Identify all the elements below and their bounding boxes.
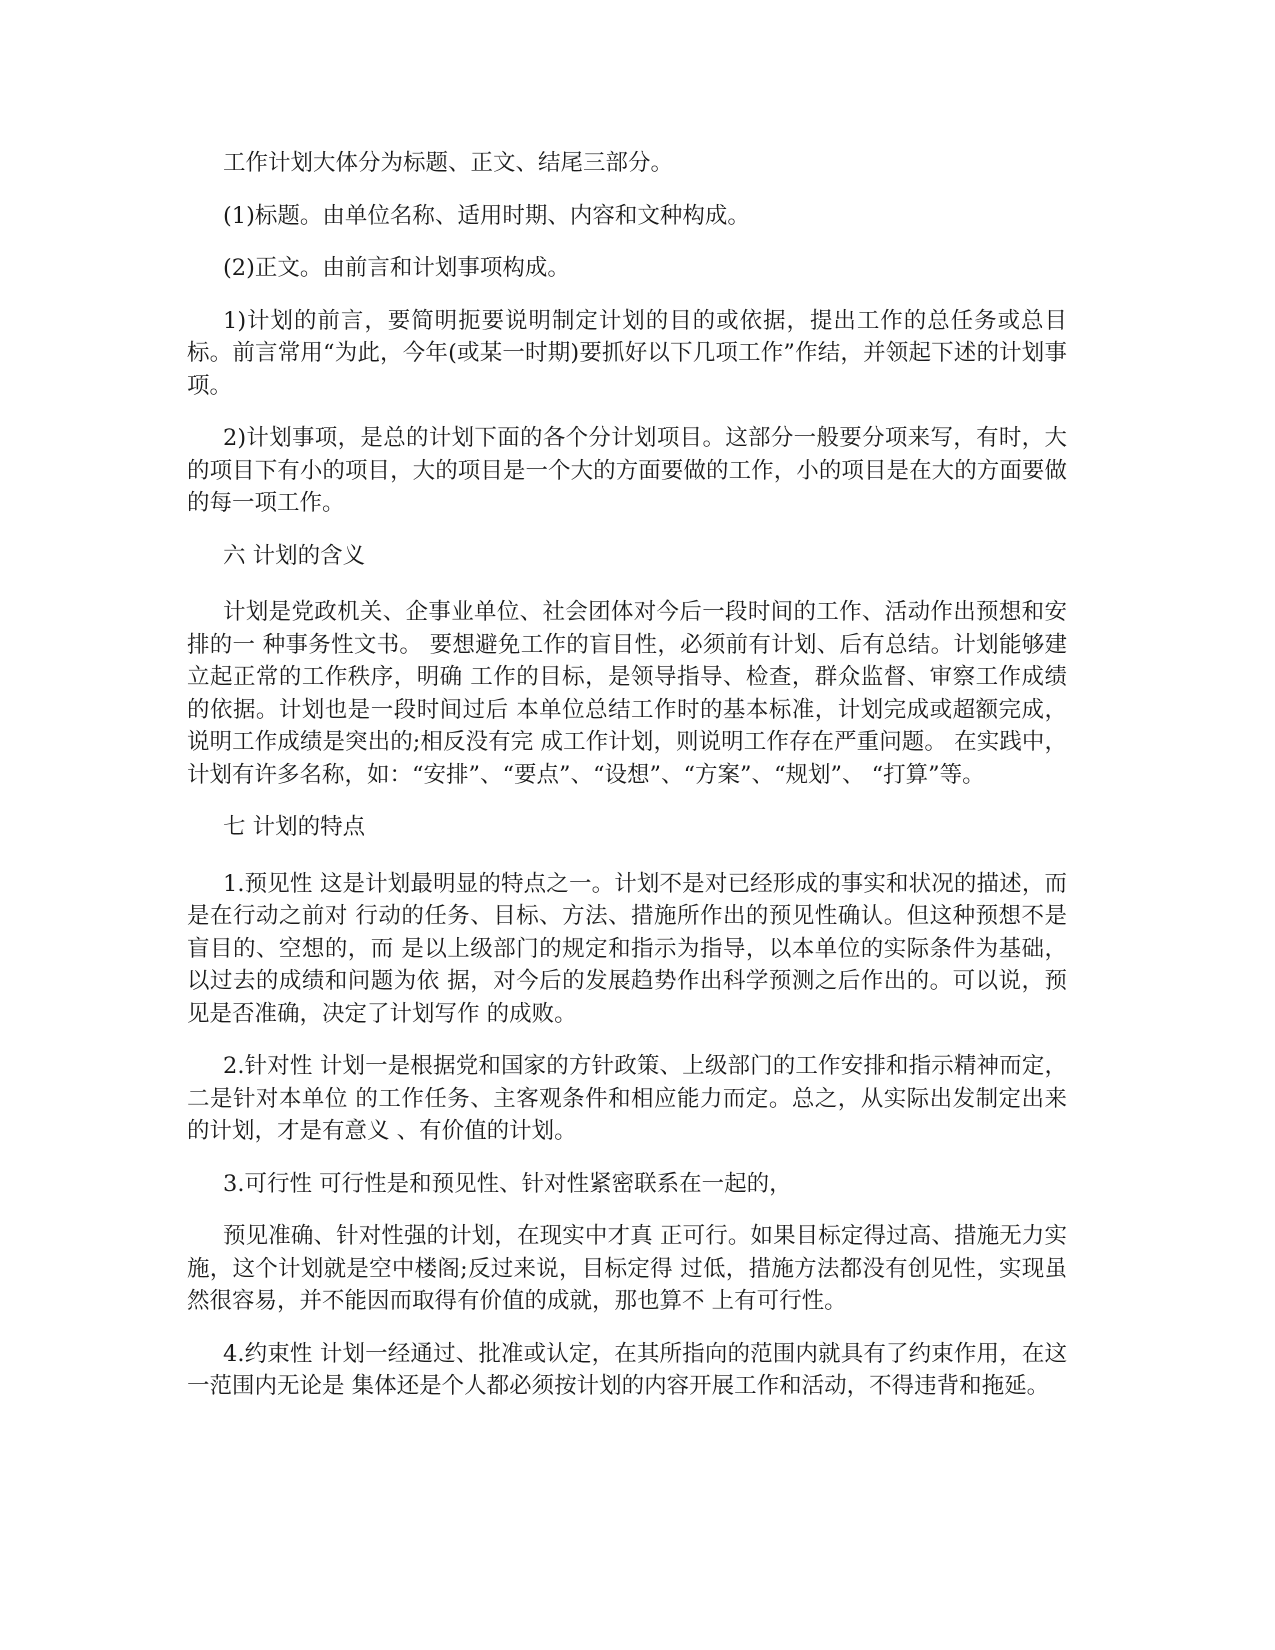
paragraph-meaning: 计划是党政机关、企事业单位、社会团体对今后一段时间的工作、活动作出预想和安排的一 种事务性文书。 要想避免工作的盲目性，必须前有计划、后有总结。计划能够建立起正常的工作秩序，明确 工作的目标，是领导指导、检查，群众监督、审察工作成绩的依据。计划也是一段时间过后 本单位总结工作时的基本标准，计划完成或超额完成，说明工作成绩是突出的;相反没有完 成工作计划，则说明工作存在严重问题。 在实践中，计划有许多名称，如：“安排”、“要点”、“设想”、“方案”、“规划”、 “打算”等。 (187, 599, 1067, 788)
document-body (187, 147, 1067, 1423)
paragraph-constraint: 4.约束性 计划一经通过、批准或认定，在其所指向的范围内就具有了约束作用，在这一范围内无论是 集体还是个人都必须按计划的内容开展工作和活动，不得违背和拖延。 (187, 1340, 1067, 1399)
paragraph-body-section: (2)正文。由前言和计划事项构成。 (223, 255, 570, 281)
paragraph-structure-overview: 工作计划大体分为标题、正文、结尾三部分。 (223, 150, 674, 176)
section-heading-features: 七 计划的特点 (223, 814, 366, 840)
paragraph-pertinence: 2.针对性 计划一是根据党和国家的方针政策、上级部门的工作安排和指示精神而定，二是针对本单位 的工作任务、主客观条件和相应能力而定。总之，从实际出发制定出来的计划，才是有意义 、有价值的计划。 (187, 1053, 1067, 1144)
paragraph-foresight: 1.预见性 这是计划最明显的特点之一。计划不是对已经形成的事实和状况的描述，而是在行动之前对 行动的任务、目标、方法、措施所作出的预见性确认。但这种预想不是盲目的、空想的，而 是以上级部门的规定和指示为指导，以本单位的实际条件为基础，以过去的成绩和问题为依 据，对今后的发展趋势作出科学预测之后作出的。可以说，预见是否准确，决定了计划写作 的成败。 (187, 870, 1067, 1027)
section-heading-meaning: 六 计划的含义 (223, 542, 366, 569)
paragraph-plan-items: 2)计划事项，是总的计划下面的各个分计划项目。这部分一般要分项来写，有时，大的项目下有小的项目，大的项目是一个大的方面要做的工作，小的项目是在大的方面要做的每一项工作。 (187, 425, 1067, 516)
paragraph-feasibility-intro: 3.可行性 可行性是和预见性、针对性紧密联系在一起的， (223, 1170, 792, 1197)
paragraph-title-section: (1)标题。由单位名称、适用时期、内容和文种构成。 (223, 202, 750, 229)
paragraph-preface: 1)计划的前言，要简明扼要说明制定计划的目的或依据，提出工作的总任务或总目标。前言常用“为此，今年(或某一时期)要抓好以下几项工作”作结，并领起下述的计划事项。 (187, 307, 1067, 399)
paragraph-feasibility: 预见准确、针对性强的计划，在现实中才真 正可行。如果目标定得过高、措施无力实施，这个计划就是空中楼阁;反过来说，目标定得 过低，措施方法都没有创见性，实现虽然很容易，并不能因而取得有价值的成就，那也算不 上有可行性。 (187, 1223, 1067, 1314)
